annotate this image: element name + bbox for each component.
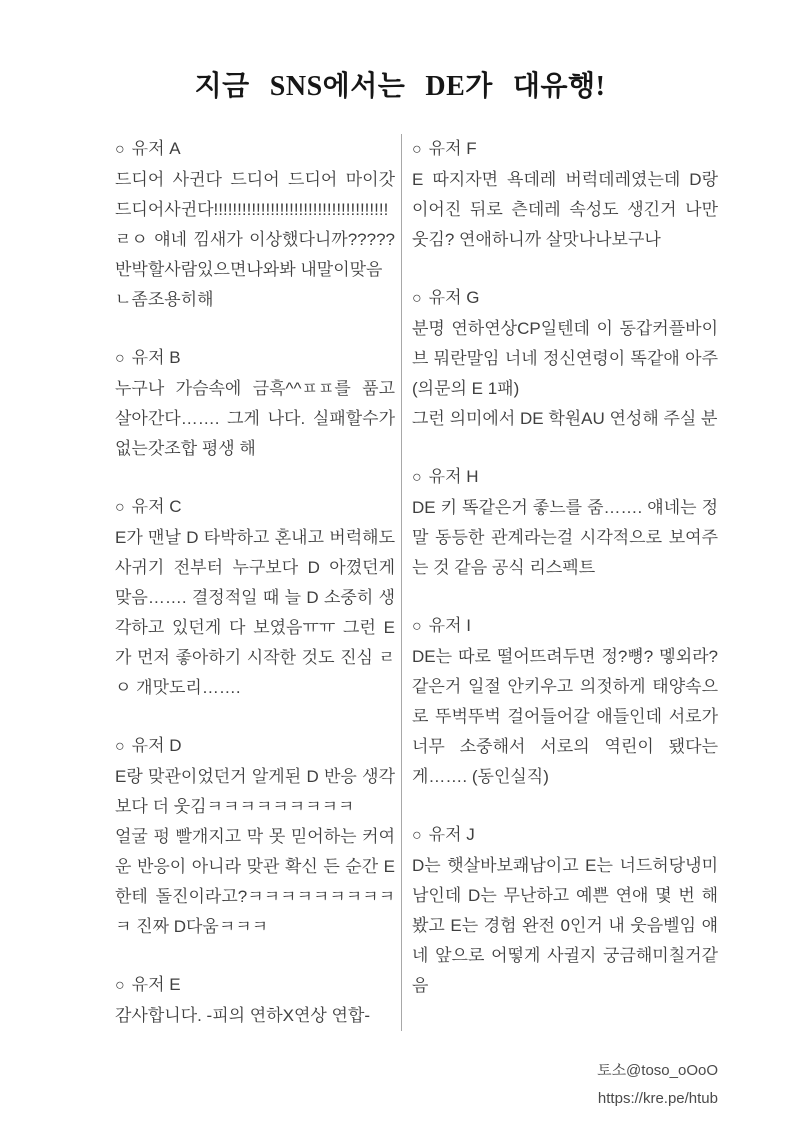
user-bullet-icon: ○ <box>412 290 422 307</box>
user-label: 유저 H <box>428 467 479 486</box>
user-comment-text: D는 햇살바보쾌남이고 E는 너드허당냉미남인데 D는 무난하고 예쁜 연애 몇 번 해봤고 E는 경험 완전 0인거 내 웃음벨임 얘네 앞으로 어떻게 사귈지 궁금해미칠거같음 <box>412 856 718 995</box>
user-bullet-icon: ○ <box>115 977 125 994</box>
user-heading <box>412 283 718 314</box>
user-bullet-icon: ○ <box>115 350 125 367</box>
user-comment-text: DE는 따로 떨어뜨려두면 정?뼝? 멯외라? 같은거 일절 안키우고 의젓하게 태양속으로 뚜벅뚜벅 걸어들어갈 애들인데 서로가 너무 소중해서 서로의 역린이 됐다는게……. (동인실직) <box>412 647 718 786</box>
user-heading <box>412 820 718 851</box>
user-label: 유저 D <box>131 736 182 755</box>
user-post <box>412 134 718 255</box>
user-comment-text: E 따지자면 욕데레 버럭데레였는데 D랑 이어진 뒤로 츤데레 속성도 생긴거 나만 웃김? 연애하니까 살맛나나보구나 <box>412 170 718 249</box>
user-bullet-icon: ○ <box>412 618 422 635</box>
user-label: 유저 G <box>428 288 480 307</box>
user-bullet-icon: ○ <box>115 141 125 158</box>
user-heading <box>115 731 395 762</box>
user-heading <box>412 462 718 493</box>
user-post <box>412 462 718 583</box>
user-comment-text: 드디어 사귄다 드디어 드디어 마이갓 드디어사귄다!!!!!!!!!!!!!!!!!!!!!!!!!!!!!!!!!!!!! ㄹㅇ 얘네 낌새가 이상했다니까????? 반박할사람있으면나와봐 내말이맞음 <box>115 170 395 279</box>
user-post <box>115 731 395 942</box>
user-post <box>412 820 718 1001</box>
user-comment-text: DE 키 똑같은거 좋느를 줌……. 얘네는 정말 동등한 관계라는걸 시각적으로 보여주는 것 같음 공식 리스펙트 <box>412 498 718 577</box>
user-post <box>412 611 718 792</box>
user-comment-text: E가 맨날 D 타박하고 혼내고 버럭해도 사귀기 전부터 누구보다 D 아꼈던게 맞음……. 결정적일 때 늘 D 소중히 생각하고 있던게 다 보였음ㅠㅠ 그런 E가 먼저 좋아하기 시작한 것도 진심 ㄹㅇ 개맛도리……. <box>115 528 395 697</box>
user-heading <box>115 134 395 165</box>
user-post <box>115 134 395 315</box>
user-heading <box>115 492 395 523</box>
footer-url: https://kre.pe/htub <box>597 1090 718 1107</box>
user-label: 유저 B <box>131 348 181 367</box>
user-post <box>115 492 395 703</box>
user-comment-text: 그런 의미에서 DE 학원AU 연성해 주실 분 <box>412 409 718 428</box>
user-label: 유저 F <box>428 139 477 158</box>
column-right <box>402 134 718 1031</box>
user-heading <box>115 970 395 1001</box>
user-label: 유저 J <box>428 825 475 844</box>
user-heading <box>412 611 718 642</box>
page-title: 지금 SNS에서는 DE가 대유행! <box>194 71 606 102</box>
user-bullet-icon: ○ <box>115 499 125 516</box>
user-comment-text: 감사합니다. -피의 연하X연상 연합- <box>115 1006 371 1025</box>
user-bullet-icon: ○ <box>115 738 125 755</box>
user-comment-text: 분명 연하연상CP일텐데 이 동갑커플바이브 뭐란말임 너네 정신연령이 똑같애 아주(의문의 E 1패) <box>412 319 718 398</box>
user-post <box>412 283 718 434</box>
user-bullet-icon: ○ <box>412 827 422 844</box>
user-bullet-icon: ○ <box>412 469 422 486</box>
user-label: 유저 C <box>131 497 182 516</box>
user-label: 유저 A <box>131 139 181 158</box>
user-label: 유저 E <box>131 975 181 994</box>
user-post <box>115 970 395 1031</box>
comments-columns <box>115 134 718 1031</box>
user-bullet-icon: ○ <box>412 141 422 158</box>
user-comment-text: 얼굴 펑 빨개지고 막 못 믿어하는 커여운 반응이 아니라 맞관 확신 든 순간 E한테 돌진이라고?ㅋㅋㅋㅋㅋㅋㅋㅋㅋㅋ 진짜 D다움ㅋㅋㅋ <box>115 827 395 936</box>
user-comment-text: ㄴ좀조용히해 <box>115 290 214 309</box>
user-label: 유저 I <box>428 616 471 635</box>
user-heading <box>115 343 395 374</box>
user-heading <box>412 134 718 165</box>
footer <box>0 1057 800 1113</box>
user-post <box>115 343 395 464</box>
artist-credit: 토소@toso_oOoO <box>597 1062 718 1079</box>
user-comment-text: E랑 맞관이었던거 알게된 D 반응 생각보다 더 웃김ㅋㅋㅋㅋㅋㅋㅋㅋㅋ <box>115 767 395 816</box>
column-left <box>115 134 395 1031</box>
user-comment-text: 누구나 가슴속에 금흑^^ㅍㅍ를 품고 살아간다……. 그게 나다. 실패할수가없는갓조합 평생 해 <box>115 379 395 458</box>
